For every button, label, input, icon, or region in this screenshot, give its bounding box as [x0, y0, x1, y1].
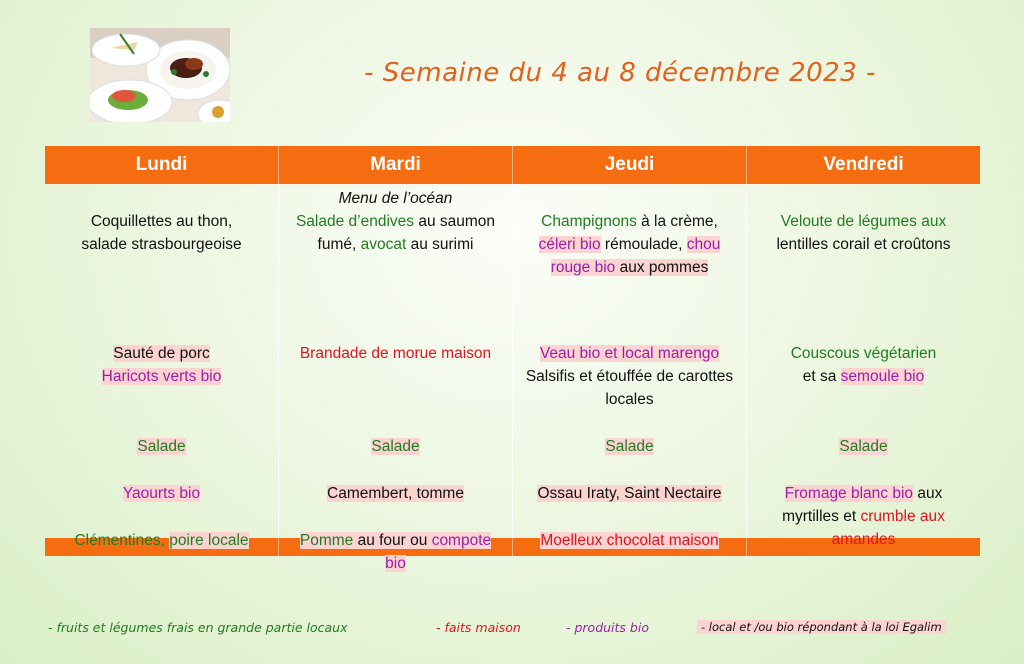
vendredi-plat-part-2: et sa — [802, 368, 841, 385]
vendredi-salade — [747, 435, 980, 458]
vendredi-plat — [747, 342, 980, 388]
vendredi-dessert-part-2: aux — [913, 485, 943, 502]
jeudi-entree-part-2: à la crème, — [636, 213, 718, 230]
menu-column-mardi — [279, 184, 513, 572]
lundi-laitage-text: Yaourts bio — [122, 485, 201, 502]
mardi-theme: Menu de l’océan — [338, 190, 453, 207]
mardi-dessert-part-3: compote — [431, 532, 492, 549]
jeudi-entree-part-3: céleri bio — [538, 236, 601, 253]
jeudi-entree-part-7: aux pommes — [615, 259, 709, 276]
lundi-entree-line-2: salade strasbourgeoise — [81, 236, 242, 253]
menu-column-jeudi — [513, 184, 747, 549]
jeudi-dessert — [513, 529, 746, 552]
mardi-dessert-part-4: bio — [385, 555, 406, 572]
jeudi-entree — [513, 210, 746, 279]
legend-faits-maison: - faits maison — [436, 620, 521, 635]
vendredi-dessert-part-3: myrtilles et — [782, 508, 861, 525]
mardi-entree-part-1: Salade d’endives — [295, 213, 415, 230]
jeudi-entree-part-6: rouge bio — [550, 259, 616, 276]
mardi-entree-part-4: avocat — [360, 236, 407, 253]
vendredi-salade-text: Salade — [839, 438, 888, 455]
jeudi-plat-line-3: locales — [605, 391, 654, 408]
menu-table — [45, 146, 980, 572]
mardi-dessert-part-2: au four ou — [353, 532, 432, 549]
jeudi-laitage — [513, 482, 746, 505]
mardi-plat-text: Brandade de morue maison — [299, 345, 492, 362]
legend-egalim: - local et /ou bio répondant à la loi Egalim — [697, 620, 946, 634]
lundi-dessert-part-1: Clémentines, — [74, 532, 170, 549]
lundi-salade — [45, 435, 278, 458]
menu-column-lundi — [45, 184, 279, 549]
mardi-salade — [279, 435, 512, 458]
mardi-laitage-text: Camembert, tomme — [327, 485, 464, 502]
jeudi-plat-line-2: Salsifis et étouffée de carottes — [525, 368, 734, 385]
lundi-dessert — [45, 529, 278, 552]
vendredi-dessert-part-5: amandes — [831, 531, 896, 548]
jeudi-laitage-text: Ossau Iraty, Saint Nectaire — [537, 485, 722, 502]
mardi-entree-part-3: fumé, — [317, 236, 361, 253]
mardi-laitage — [279, 482, 512, 505]
legend-produits-bio: - produits bio — [566, 620, 649, 635]
lundi-plat-line-1: Sauté de porc — [113, 345, 210, 362]
day-header-vendredi: Vendredi — [823, 154, 904, 175]
vendredi-entree-line-1: Veloute de légumes aux — [780, 213, 947, 230]
menu-body-row — [45, 184, 980, 572]
day-header-mardi: Mardi — [279, 146, 513, 184]
jeudi-plat — [513, 342, 746, 411]
mardi-entree — [279, 210, 512, 256]
page-title: - Semaine du 4 au 8 décembre 2023 - — [364, 58, 876, 88]
lundi-plat-line-2: Haricots verts bio — [101, 368, 222, 385]
jeudi-dessert-text: Moelleux chocolat maison — [540, 532, 719, 549]
vendredi-dessert — [747, 482, 980, 551]
vendredi-dessert-part-1: Fromage blanc bio — [784, 485, 914, 502]
mardi-dessert — [279, 529, 512, 575]
jeudi-entree-part-1: Champignons — [541, 213, 637, 230]
jeudi-salade-text: Salade — [605, 438, 654, 455]
menu-column-vendredi — [747, 184, 980, 548]
vendredi-entree-line-2: lentilles corail et croûtons — [776, 236, 951, 253]
jeudi-entree-part-4: rémoulade, — [600, 236, 687, 253]
lundi-entree-line-1: Coquillettes au thon, — [90, 213, 233, 230]
lundi-laitage — [45, 482, 278, 505]
mardi-plat — [279, 342, 512, 365]
day-header-lundi: Lundi — [45, 146, 279, 184]
vendredi-plat-part-3: semoule bio — [840, 368, 925, 385]
mardi-entree-part-5: au surimi — [406, 236, 474, 253]
vendredi-dessert-part-4: crumble aux — [860, 508, 945, 525]
mardi-entree-part-2: au saumon — [414, 213, 496, 230]
lundi-plat — [45, 342, 278, 388]
lundi-salade-text: Salade — [137, 438, 186, 455]
mardi-salade-text: Salade — [371, 438, 420, 455]
jeudi-plat-line-1: Veau bio et local marengo — [539, 345, 720, 362]
jeudi-salade — [513, 435, 746, 458]
vendredi-entree — [747, 210, 980, 256]
day-header-row — [45, 146, 980, 184]
jeudi-entree-part-5: chou — [686, 236, 721, 253]
mardi-dessert-part-1: Pomme — [299, 532, 354, 549]
lundi-entree — [45, 210, 278, 256]
lundi-dessert-part-2: poire locale — [169, 532, 249, 549]
vendredi-plat-line-1: Couscous végétarien — [790, 345, 937, 362]
day-header-jeudi: Jeudi — [513, 146, 747, 184]
food-photo — [90, 28, 230, 122]
legend-fruits-legumes: - fruits et légumes frais en grande partie locaux — [48, 620, 348, 635]
